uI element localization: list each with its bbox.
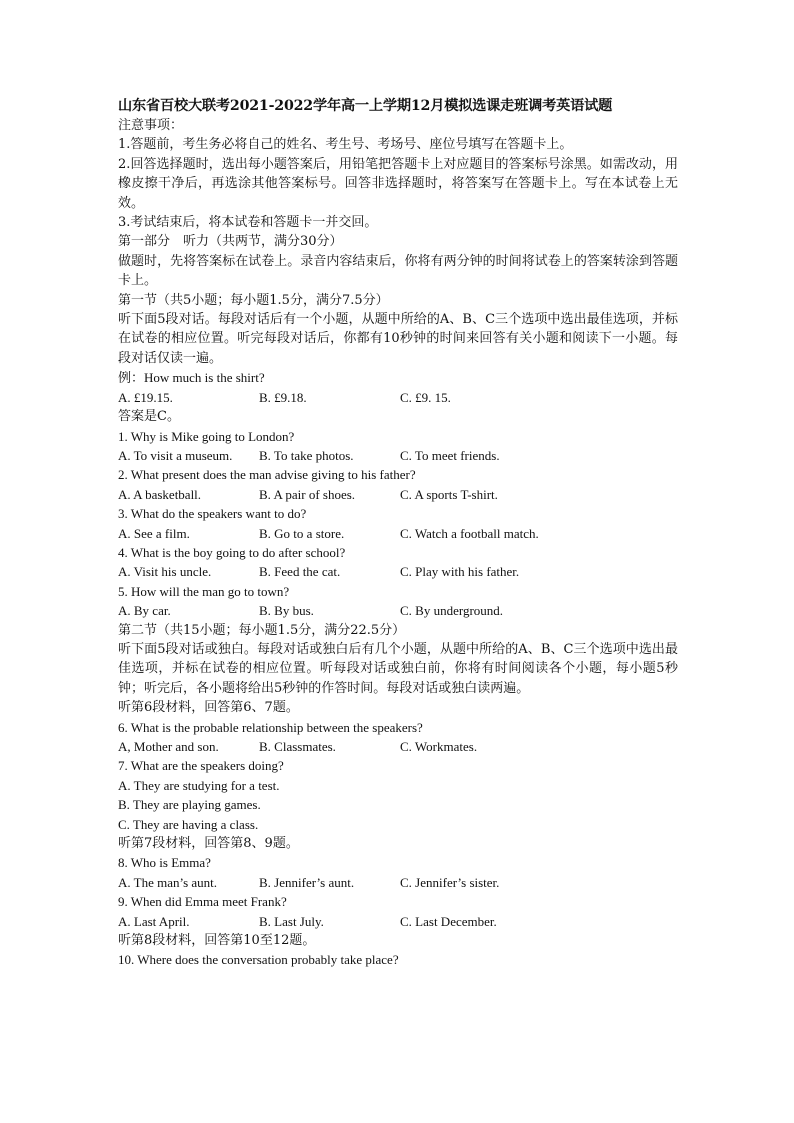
question-2: 2. What present does the man advise giving to his father? xyxy=(118,467,416,483)
notice-item-3: 3.考试结束后，将本试卷和答题卡一并交回。 xyxy=(118,215,378,231)
material-6-heading: 听第6段材料，回答第6、7题。 xyxy=(118,700,299,716)
example-options xyxy=(118,388,678,407)
option-b: B. Feed the cat. xyxy=(259,564,341,580)
option-b: B. By bus. xyxy=(259,603,314,619)
option-b: B. Jennifer’s aunt. xyxy=(259,874,355,890)
notice-item-1: 1.答题前，考生务必将自己的姓名、考生号、考场号、座位号填写在答题卡上。 xyxy=(118,137,573,153)
option-a: A, Mother and son. xyxy=(118,739,219,754)
option-c: C. By underground. xyxy=(400,603,504,619)
example-question: 例：How much is the shirt? xyxy=(118,370,265,386)
option-c: C. Watch a football match. xyxy=(400,525,539,541)
option-a: A. Visit his uncle. xyxy=(118,564,212,580)
option-c: C. Play with his father. xyxy=(400,564,520,580)
question-6-options xyxy=(118,737,678,756)
section2-heading: 第二节（共15小题；每小题1.5分，满分22.5分） xyxy=(118,622,406,638)
question-3-options xyxy=(118,524,678,543)
example-answer: 答案是C。 xyxy=(118,409,180,425)
question-4: 4. What is the boy going to do after school? xyxy=(118,544,346,560)
option-a: A. See a film. xyxy=(118,525,190,541)
notice-heading: 注意事项： xyxy=(118,118,184,133)
option-a: A. The man’s aunt. xyxy=(118,874,218,890)
option-b: B. £9.18. xyxy=(259,389,307,405)
question-6: 6. What is the probable relationship between the speakers? xyxy=(118,719,423,735)
option-a: A. £19.15. xyxy=(118,389,173,405)
question-9: 9. When did Emma meet Frank? xyxy=(118,894,287,910)
option-c: C. Jennifer’s sister. xyxy=(400,874,500,890)
material-7-heading: 听第7段材料，回答第8、9题。 xyxy=(118,836,299,852)
option-c: C. £9. 15. xyxy=(400,389,451,405)
option-a: A. A basketball. xyxy=(118,486,202,502)
section1-instruction: 听下面5段对话。每段对话后有一个小题，从题中所给的A、B、C三个选项中选出最佳选项，并标在试卷的相应位置。听完每段对话后，你都有10秒钟的时间来回答有关小题和阅读下一小题。每段对话仅读一遍。 xyxy=(118,312,678,366)
option-b: B. Last July. xyxy=(259,913,324,929)
question-8-options xyxy=(118,873,678,892)
question-5: 5. How will the man go to town? xyxy=(118,583,290,599)
section2-instruction: 听下面5段对话或独白。每段对话或独白后有几个小题，从题中所给的A、B、C三个选项中选出最佳选项，并标在试卷的相应位置。听每段对话或独白前，你将有时间阅读各个小题，每小题5秒钟；听完后，各小题将给出5秒钟的作答时间。每段对话或独白读两遍。 xyxy=(118,641,678,696)
option-a: A. By car. xyxy=(118,603,171,619)
option-a: A. To visit a museum. xyxy=(118,447,233,463)
question-2-options xyxy=(118,485,678,504)
option-b: B. Go to a store. xyxy=(259,525,345,541)
part1-heading: 第一部分 听力（共两节，满分30分） xyxy=(118,234,343,250)
question-7-option-b: B. They are playing games. xyxy=(118,797,261,813)
question-7-option-a: A. They are studying for a test. xyxy=(118,777,280,793)
question-3: 3. What do the speakers want to do? xyxy=(118,506,307,522)
question-10: 10. Where does the conversation probably take place? xyxy=(118,952,399,968)
part1-instruction: 做题时，先将答案标在试卷上。录音内容结束后，你将有两分钟的时间将试卷上的答案转涂到答题卡上。 xyxy=(118,253,678,289)
option-c: C. A sports T-shirt. xyxy=(400,486,498,502)
option-b: B. Classmates. xyxy=(259,739,336,754)
option-a: A. Last April. xyxy=(118,913,190,929)
exam-title: 山东省百校大联考2021-2022学年高一上学期12月模拟选课走班调考英语试题 xyxy=(118,98,613,114)
question-4-options xyxy=(118,562,678,581)
material-8-heading: 听第8段材料，回答第10至12题。 xyxy=(118,933,316,949)
question-9-options xyxy=(118,912,678,931)
question-8: 8. Who is Emma? xyxy=(118,855,211,871)
option-b: B. To take photos. xyxy=(259,447,354,463)
exam-page xyxy=(118,96,678,970)
option-c: C. Last December. xyxy=(400,913,497,929)
question-7: 7. What are the speakers doing? xyxy=(118,758,284,774)
option-c: C. To meet friends. xyxy=(400,447,500,463)
notice-item-2: 2.回答选择题时，选出每小题答案后，用铅笔把答题卡上对应题目的答案标号涂黑。如需改动，用橡皮擦干净后，再选涂其他答案标号。回答非选择题时，将答案写在答题卡上。写在本试卷上无效。 xyxy=(118,156,678,211)
question-7-option-c: C. They are having a class. xyxy=(118,816,259,832)
option-b: B. A pair of shoes. xyxy=(259,486,356,502)
question-5-options xyxy=(118,601,678,620)
section1-heading: 第一节（共5小题；每小题1.5分，满分7.5分） xyxy=(118,292,389,308)
question-1: 1. Why is Mike going to London? xyxy=(118,428,295,444)
question-1-options xyxy=(118,446,678,465)
option-c: C. Workmates. xyxy=(400,739,478,754)
